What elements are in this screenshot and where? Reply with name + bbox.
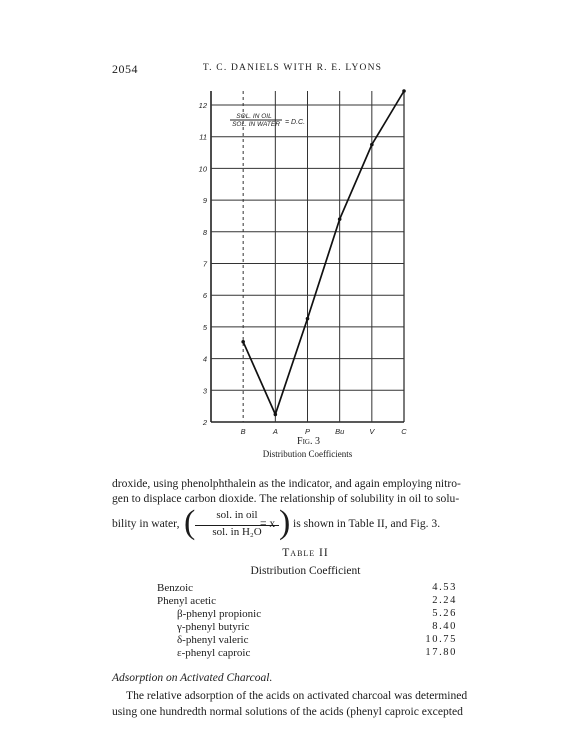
coefficient-value: 4.53 [432,582,457,593]
y-tick-label: 5 [202,322,207,332]
x-tick-label: B [240,427,246,436]
data-point [306,317,310,321]
table-subtitle: Distribution Coefficient [250,565,361,577]
paragraph-text: is shown in Table II, and Fig. 3. [293,517,441,530]
acid-name: ε-phenyl caproic [177,647,251,659]
data-point [370,143,374,147]
coefficient-value: 8.40 [432,621,457,632]
acid-name: γ-phenyl butyric [177,621,250,633]
equation-line [112,504,512,541]
section-heading: Adsorption on Activated Charcoal. [112,672,273,684]
table-row [157,647,457,660]
x-tick-label: C [401,427,407,436]
acid-name: β-phenyl propionic [177,608,262,620]
table-row [157,634,457,647]
right-paren: ) [279,504,291,541]
data-point [338,217,342,221]
y-tick-label: 9 [202,196,207,206]
coefficient-value: 10.75 [425,634,457,645]
y-tick-label: 3 [202,386,207,396]
data-point [274,413,278,417]
x-tick-label: Bu [335,427,345,436]
series-line [243,91,404,414]
table-row [157,595,457,608]
acid-name: Phenyl acetic [157,595,216,607]
annotation-numerator: SOL. IN OIL [236,113,272,120]
acid-name: Benzoic [157,582,194,594]
fraction-numerator: sol. in oil [216,509,258,521]
x-tick-label: V [369,427,375,436]
data-point [402,89,406,93]
y-tick-label: 7 [202,259,207,269]
y-tick-label: 11 [199,132,207,142]
annotation-denominator: SOL. IN WATER [232,121,280,128]
y-tick-label: 4 [202,354,207,364]
y-tick-label: 10 [198,164,207,174]
y-tick-label: 6 [202,291,207,301]
left-paren: ( [184,504,196,541]
table-row [157,608,457,621]
coefficient-value: 2.24 [432,595,457,606]
page-number: 2054 [112,62,138,76]
table-title: Table II [282,547,329,559]
y-tick-label: 2 [202,418,207,427]
y-tick-label: 12 [198,101,207,110]
x-tick-labels [241,427,408,436]
table-row [157,582,457,595]
table-row [157,621,457,634]
annotation-suffix: = D.C. [285,119,306,126]
acid-name: δ-phenyl valeric [177,634,249,646]
x-tick-label: P [304,427,311,436]
coefficient-value: 5.26 [432,608,457,619]
paragraph-line: using one hundredth normal solutions of the acids (phenyl caproic excepted [112,705,463,718]
coefficient-value: 17.80 [425,647,457,658]
paragraph-text: bility in water, [112,517,180,530]
running-head: T. C. DANIELS WITH R. E. LYONS [202,63,383,73]
y-tick-label: 8 [202,227,207,237]
y-tick-labels [199,101,208,427]
fraction-denominator: sol. in H₂O [212,526,262,538]
data-point [241,340,245,344]
paragraph-line: The relative adsorption of the acids on activated charcoal was determined [126,689,468,702]
formula-annotation [230,113,305,128]
data-series [241,89,405,416]
x-tick-label: A [272,427,278,436]
paragraph-line: droxide, using phenolphthalein as the indicator, and again employing nitro- [112,477,461,490]
paragraph-line: gen to displace carbon dioxide. The relationship of solubility in oil to solu- [112,492,460,505]
equation-equals: = x [260,517,276,530]
figure-label: Fig. 3 [297,436,320,447]
figure-caption: Distribution Coefficients [262,449,353,459]
